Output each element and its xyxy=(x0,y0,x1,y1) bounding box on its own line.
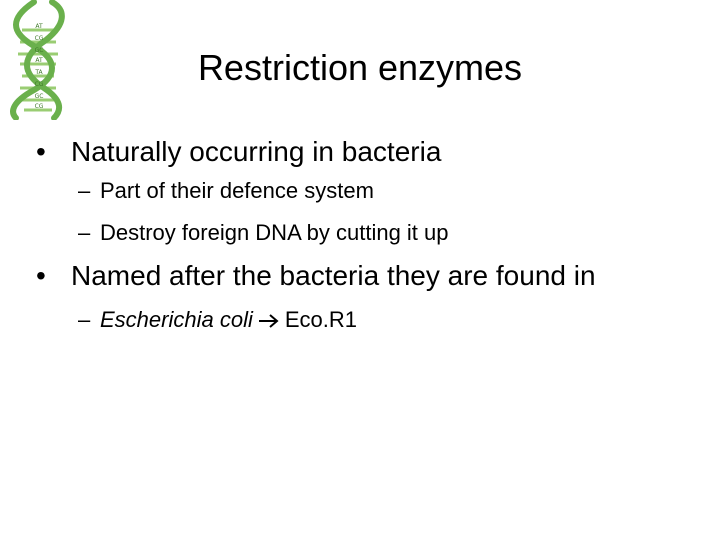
base-pair-label: AT xyxy=(35,57,43,64)
sub-bullet-text: Destroy foreign DNA by cutting it up xyxy=(100,220,449,245)
base-pair-label: AT xyxy=(35,23,43,30)
bullet-item xyxy=(36,135,441,169)
species-name: Escherichia coli xyxy=(100,307,253,332)
base-pair-label: TA xyxy=(35,69,43,76)
bullet-item xyxy=(36,259,596,293)
dash-glyph: – xyxy=(78,307,91,332)
sub-bullet-item xyxy=(78,177,374,205)
base-pair-label: CG xyxy=(34,81,44,88)
sub-bullet-item xyxy=(78,306,357,334)
arrow-right-icon xyxy=(257,312,281,330)
sub-bullet-text: Part of their defence system xyxy=(100,178,374,203)
dash-glyph: – xyxy=(78,220,91,245)
base-pair-label: CG xyxy=(34,35,44,42)
dash-glyph: – xyxy=(78,178,91,203)
base-pair-label: CG xyxy=(34,103,44,110)
slide-title: Restriction enzymes xyxy=(197,47,523,88)
bullet-glyph: • xyxy=(36,260,46,291)
base-pair-label: GC xyxy=(34,93,44,100)
enzyme-name: Eco.R1 xyxy=(284,307,357,332)
base-pair-label: GC xyxy=(34,47,44,54)
bullet-text: Naturally occurring in bacteria xyxy=(71,136,442,167)
bullet-glyph: • xyxy=(36,136,46,167)
sub-bullet-item xyxy=(78,219,449,247)
bullet-text: Named after the bacteria they are found in xyxy=(71,260,596,291)
